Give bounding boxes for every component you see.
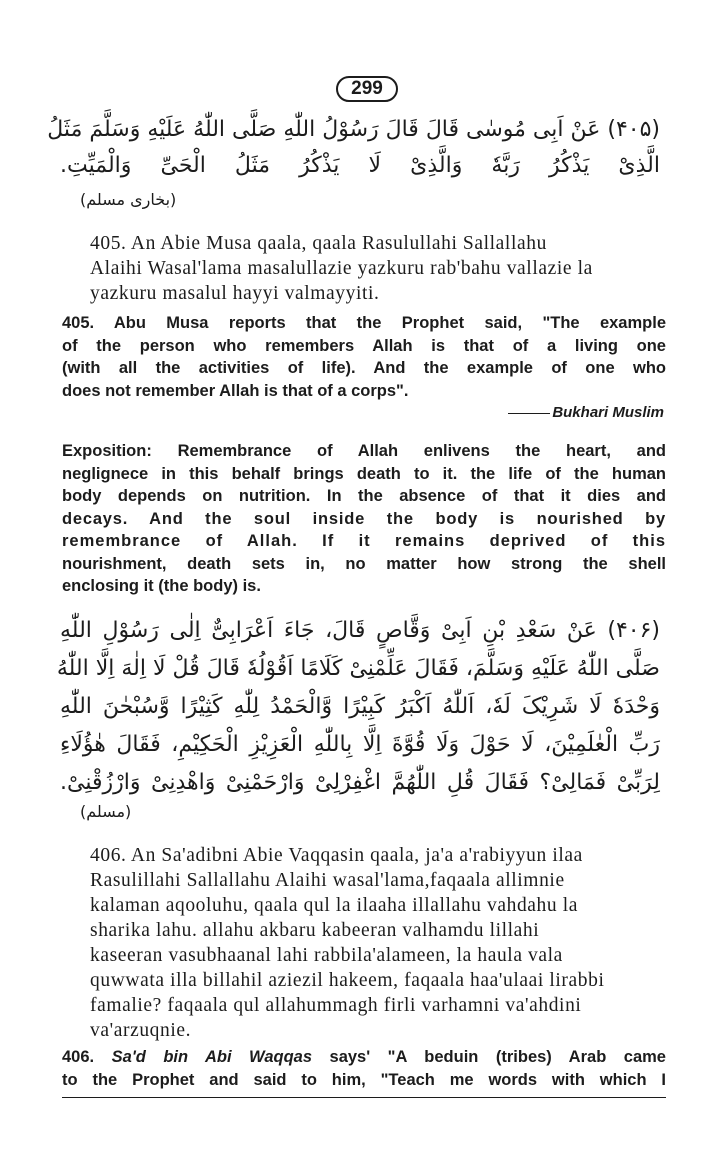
translation-line: does not remember Allah is that of a corps". (62, 381, 409, 400)
transliteration-line: 406. An Sa'adibni Abie Vaqqasin qaala, ja'a a'rabiyyun ilaa (90, 845, 583, 866)
exposition-text: Remembrance of Allah enlivens the heart, and (151, 442, 666, 460)
transliteration-line: Rasulillahi Sallallahu Alaihi wasal'lama,faqaala allimnie (90, 870, 565, 891)
translation-line: (with all the activities of life). And the example of one who (62, 359, 666, 377)
translation-line (62, 1046, 666, 1069)
transliteration-line: kalaman aqooluhu, qaala qul la ilaaha illallahu vahdahu la (90, 895, 579, 916)
bottom-rule (62, 1097, 666, 1098)
exposition-line: body depends on nutrition. In the absence of that it dies and (62, 487, 666, 505)
translation-text: says' "A beduin (tribes) Arab came (312, 1048, 666, 1066)
transliteration-line: Alaihi Wasal'lama masalullazie yazkuru rab'bahu vallazie la (90, 258, 593, 279)
hadith-405-translation (62, 312, 666, 402)
hadith-406-transliteration (90, 843, 664, 1043)
hadith-405-arabic-source: (بخاری مسلم) (80, 190, 177, 209)
arabic-line: الَّذِیْ یَذْکُرُ رَبَّهٗ وَالَّذِیْ لَا یَذْکُرُ مَثَلُ الْحَیِّ وَالْمَیِّتِ. (60, 153, 660, 178)
exposition-line: enclosing it (the body) is. (62, 577, 261, 595)
exposition-line: decays. And the soul inside the body is nourished by (62, 509, 666, 528)
hadith-405-citation (508, 404, 664, 421)
translation-line: to the Prophet and said to him, "Teach me words with which I (62, 1070, 666, 1089)
translation-line: 405. Abu Musa reports that the Prophet said, "The example (62, 314, 666, 332)
arabic-line: صَلَّی اللّٰهُ عَلَیْهِ وَسَلَّمَ، فَقَالَ عَلِّمْنِیْ کَلَامًا اَقُوْلُهٗ قَالَ قُلْ لَا اِلٰهَ اِلَّا اللّٰهُ (56, 656, 660, 681)
arabic-line: وَحْدَهٗ لَا شَرِیْکَ لَهٗ، اَللّٰهُ اَکْبَرُ کَبِیْرًا وَّالْحَمْدُ لِلّٰهِ کَثِیْرًا وَّسُبْحٰنَ اللّٰهِ (60, 694, 660, 719)
exposition-line: neglignece in this behalf brings death to it. the life of the human (62, 464, 666, 483)
transliteration-line: 405. An Abie Musa qaala, qaala Rasulullahi Sallallahu (90, 233, 547, 254)
exposition-line: remembrance of Allah. If it remains deprived of this (62, 532, 666, 550)
narrator-name: Sa'd bin Abi Waqqas (111, 1048, 313, 1066)
page-number: 299 (336, 76, 398, 102)
arabic-line: (۴۰۶) عَنْ سَعْدِ بْنِ اَبِیْ وَقَّاصٍ قَالَ، جَاءَ اَعْرَابِیٌّ اِلٰی رَسُوْلِ اللّٰهِ (60, 618, 660, 643)
translation-number: 406. (62, 1048, 95, 1066)
exposition-label: Exposition: (62, 442, 152, 460)
citation-text: Bukhari Muslim (552, 404, 664, 421)
arabic-line: (۴۰۵) عَنْ اَبِی مُوسٰی قَالَ قَالَ رَسُوْلُ اللّٰهِ صَلَّی اللّٰهُ عَلَیْهِ وَسَلَّمَ مَثَلُ (47, 117, 660, 142)
transliteration-line: yazkuru masalul hayyi valmayyiti. (90, 283, 380, 304)
exposition-line (62, 440, 666, 463)
exposition-line: nourishment, death sets in, no matter how strong the shell (62, 554, 666, 573)
exposition (62, 440, 666, 598)
hadith-406-arabic-source: (مسلم) (80, 802, 132, 821)
translation-line: of the person who remembers Allah is that of a living one (62, 336, 666, 355)
hadith-405-arabic (47, 112, 660, 184)
transliteration-line: va'arzuqnie. (90, 1020, 192, 1041)
transliteration-line: famalie? faqaala qul allahummagh firli varhamni va'ahdini (90, 995, 582, 1016)
hadith-406-arabic (56, 612, 660, 802)
arabic-line: رَبِّ الْعٰلَمِیْنَ، لَا حَوْلَ وَلَا قُوَّةَ اِلَّا بِاللّٰهِ الْعَزِیْزِ الْحَکِیْمِ، فَقَالَ هٰؤُلَاءِ (60, 732, 660, 757)
hadith-406-translation (62, 1046, 666, 1091)
transliteration-line: kaseeran vasubhaanal lahi rabbila'alameen, la haula vala (90, 945, 563, 966)
transliteration-line: sharika lahu. allahu akbaru kabeeran valhamdu lillahi (90, 920, 540, 941)
hadith-405-transliteration (90, 231, 664, 306)
arabic-line: لِرَبِّیْ فَمَالِیْ؟ فَقَالَ قُلِ اللّٰهُمَّ اغْفِرْلِیْ وَارْحَمْنِیْ وَاهْدِنِیْ وَارْزُقْنِیْ. (60, 770, 660, 795)
transliteration-line: quwwata illa billahil aziezil hakeem, faqaala haa'ulaai lirabbi (90, 970, 605, 991)
citation-dash (508, 413, 550, 414)
